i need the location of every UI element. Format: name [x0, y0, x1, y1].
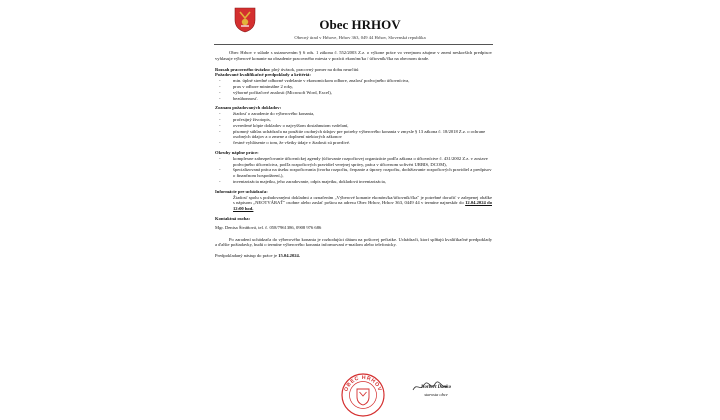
contact-section	[215, 216, 492, 231]
duties-list	[215, 156, 492, 185]
duties-section	[215, 150, 492, 185]
contact-text: Mgr. Denisa Šiváňová, tel. č. 058/7961386, 0908 976 686	[215, 224, 322, 230]
header-divider	[214, 44, 493, 45]
qualifications-section	[215, 72, 492, 101]
list-item: - inventarizácia majetku, jeho zaradovanie, odpis majetku, dokladová inventarizácia,	[233, 179, 492, 185]
list-item: - prax v odbore minimálne 2 roky,	[233, 84, 492, 90]
applicant-info-section	[215, 189, 492, 212]
list-item: - písomný súhlas uchádzača na použitie osobných údajov pre potreby výberového konania v zmysle § 13 zákona č. 18/2018 Z.z. o ochrane osobných údajov a o zmene a doplnení niektorých zákonov	[233, 129, 492, 141]
document-body	[215, 50, 492, 259]
list-item: - profesijný životopis,	[233, 117, 492, 123]
applicant-info-heading: Informácie pre uchádzača:	[215, 188, 268, 194]
list-item: - overedené kópie dokladov o najvyššom dosiahnutom vzdelaní,	[233, 123, 492, 129]
page-subtitle: Obecný úrad v Hrhove, Hrhov 363, 049 44 Hrhov, Slovenská republika	[294, 35, 426, 40]
applicant-info-body: Žiadosť spolu s požadovanými dokladmi a označením „Výberové konanie ekonóm/ka/účtovník/čka" je potrebné doručiť v zalepenej obálke s nápisom „NEOTVÁRAŤ" osobne alebo zaslať poštou na adresu Obec Hrhov, Hrhov 363, 0449 44 v termíne najneskôr do	[233, 194, 492, 206]
official-stamp	[340, 372, 386, 418]
documents-heading: Zoznam požadovaných dokladov:	[215, 105, 282, 111]
list-item: - min. úplné stredné odborné vzdelanie v ekonomickom odbore, znalosť podvojného účtovníctva,	[233, 78, 492, 84]
start-line	[215, 253, 492, 259]
list-item: - výborné počítačové znalosti (Microsoft Word, Excel),	[233, 90, 492, 96]
signatory-name: Norbert Danko	[421, 385, 451, 390]
contact-heading: Kontaktná osoba:	[215, 215, 251, 221]
signatory-role: starosta obce	[424, 392, 448, 397]
intro-paragraph: Obec Hrhov v súlade s ustanovením § 6 ods. 1 zákona č. 552/2003 Z.z. o výkone práce vo verejnom záujme v znení neskorších predpisov vyhlasuje výberové konanie na obsadenie pracovného miesta v pozícii ekonóm/ka / účtovník/čka na obecnom úrade.	[215, 50, 492, 61]
start-label: Predpokladaný nástup do práce je	[215, 253, 279, 259]
list-item: - komplexne zabezpečovanie účtovníckej agendy (účtovanie rozpočtovej organizácie podľa zákona o účtovníctve č. 431/2002 Z.z. v zostave podvojného účtovníctva, podľa rozpočtových pravidiel verejnej správy, práca v účtovnom softvéri URBIS, DCOM),	[233, 156, 492, 168]
applicant-info-text	[215, 195, 492, 212]
deadline: 12.04.2024 do 12:00 hod.	[233, 200, 492, 212]
qualifications-list	[215, 78, 492, 101]
page-title: Obec HRHOV	[319, 17, 401, 32]
list-item: - špecializovaná práca na úseku rozpočtovania (tvorba rozpočtu, čerpanie a úpravy rozpočtu, dodržiavanie rozpočtových pravidiel a predpisov o finančnom hospodárení,),	[233, 167, 492, 179]
scope-text: plný úväzok, pracovný pomer na dobu neurčitú	[270, 66, 359, 72]
list-item: - čestné vyhlásenie o tom, že všetky údaje v žiadosti sú pravdivé.	[233, 140, 492, 146]
duties-heading: Okruhy náplne práce:	[215, 149, 259, 155]
list-item: - bezúhonnosť.	[233, 96, 492, 102]
start-date: 15.04.2024.	[278, 253, 300, 259]
qualifications-heading: Požadované kvalifikačné predpoklady a kritériá:	[215, 72, 311, 78]
documents-section	[215, 105, 492, 146]
stamp-text: OBEC HRHOV	[343, 374, 383, 393]
scope-heading: Rozsah pracovného úväzku:	[215, 66, 271, 72]
closing-paragraph: Po zaradení uchádzača do výberového konania je rozhodujúci dátum na poštovej pečiatke. Uchádzači, ktorí splňajú kvalifikačné predpoklady a ďalšie požiadavky, budú o termíne výberového konania informovaní e-mailom alebo telefonicky.	[215, 236, 492, 248]
list-item: - žiadosť o zaradenie do výberového konania,	[233, 111, 492, 117]
documents-list	[215, 111, 492, 146]
